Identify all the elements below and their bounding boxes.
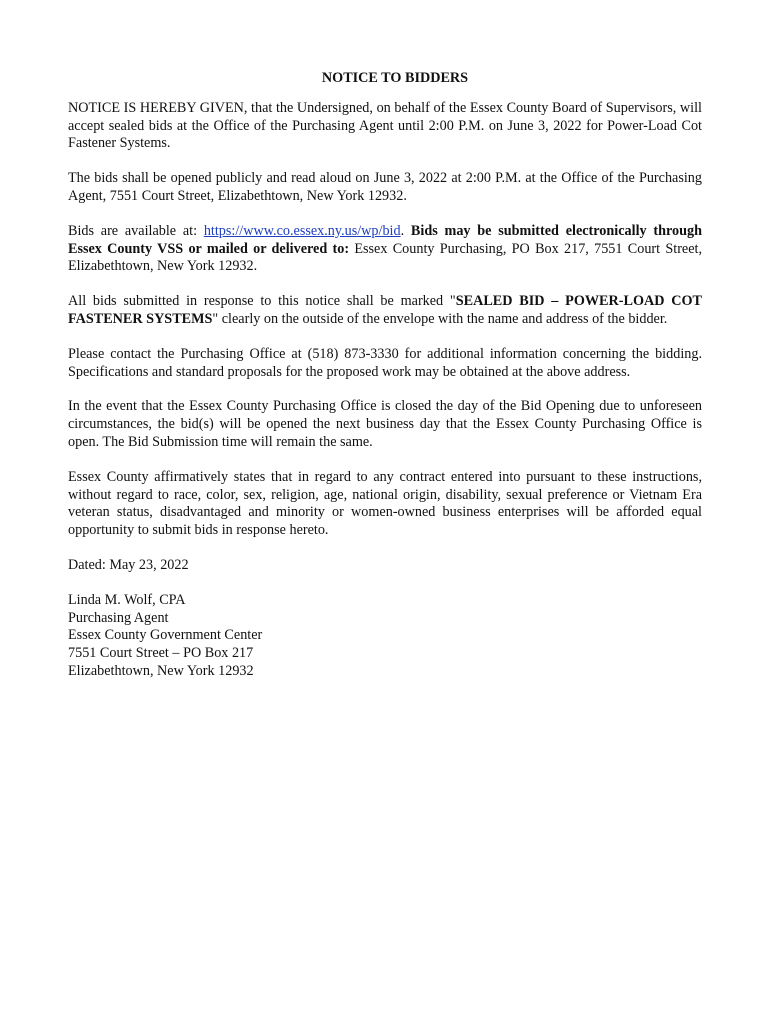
paragraph-closure: In the event that the Essex County Purchasing Office is closed the day of the Bid Opening due to unforeseen circumstances, the bid(s) will be opened the next business day that the Essex County Purchasing Office is open. The Bid Submission time will remain the same. bbox=[68, 398, 702, 450]
mailing-address-text: Essex County Purchasing, PO Box 217, 7551 Court Street, Elizabethtown, New York 12932. bbox=[68, 240, 703, 275]
signer-role: Purchasing Agent bbox=[68, 609, 169, 626]
notice-body bbox=[68, 70, 702, 681]
dated-line: Dated: May 23, 2022 bbox=[68, 556, 189, 573]
availability-lead-text: Bids are available at: bbox=[68, 222, 204, 239]
paragraph-equal-opportunity: Essex County affirmatively states that in regard to any contract entered into pursuant to these instructions, without regard to race, color, sex, religion, age, national origin, disability, sexual preference or Vietnam Era veteran status, disadvantaged and minority or women-owned business enterprises will be afforded equal opportunity to submit bids in response hereto. bbox=[68, 468, 702, 539]
paragraph-contact: Please contact the Purchasing Office at (518) 873-3330 for additional information concerning the bidding. Specifications and standard proposals for the proposed work may be obtained at the above address. bbox=[68, 345, 702, 380]
marking-lead-text: All bids submitted in response to this notice shall be marked " bbox=[68, 293, 456, 310]
signer-street: 7551 Court Street – PO Box 217 bbox=[68, 645, 254, 662]
marking-tail-text: " clearly on the outside of the envelope with the name and address of the bidder. bbox=[212, 310, 668, 327]
bid-url-link[interactable]: https://www.co.essex.ny.us/wp/bid bbox=[203, 222, 401, 239]
signer-name: Linda M. Wolf, CPA bbox=[68, 591, 186, 608]
sealed-bid-label: SEALED BID – POWER-LOAD COT FASTENER SYSTEMS bbox=[68, 293, 702, 327]
signer-organization: Essex County Government Center bbox=[68, 627, 263, 644]
paragraph-bid-availability bbox=[68, 223, 702, 276]
availability-link-punct: . bbox=[400, 222, 411, 239]
submission-method-bold: Bids may be submitted electronically through Essex County VSS or mailed or delivered to: bbox=[68, 222, 702, 257]
paragraph-notice-given: NOTICE IS HEREBY GIVEN, that the Undersigned, on behalf of the Essex County Board of Supervisors, will accept sealed bids at the Office of the Purchasing Agent until 2:00 P.M. on June 3, 2022 for Power-Load Cot Fastener Systems. bbox=[68, 99, 702, 152]
paragraph-bid-marking bbox=[68, 293, 702, 329]
signer-city: Elizabethtown, New York 12932 bbox=[68, 662, 254, 679]
notice-title: NOTICE TO BIDDERS bbox=[321, 70, 469, 86]
signature-block bbox=[68, 592, 702, 681]
paragraph-bid-opening: The bids shall be opened publicly and read aloud on June 3, 2022 at 2:00 P.M. at the Office of the Purchasing Agent, 7551 Court Street, Elizabethtown, New York 12932. bbox=[68, 170, 702, 204]
